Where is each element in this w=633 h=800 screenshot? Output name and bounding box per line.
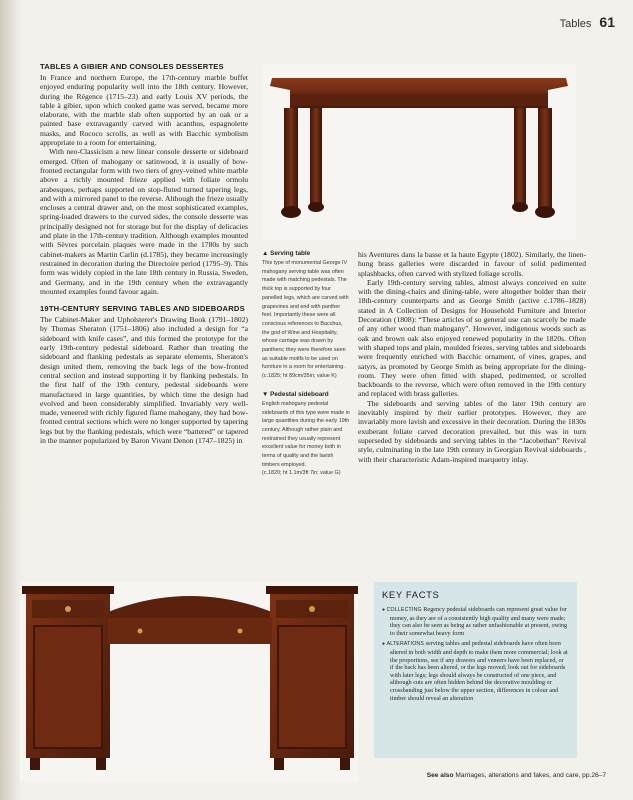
paragraph: Early 19th-century serving tables, almost always conceived en suite with the dining-chairs and dining-table, were altogether bolder than their 18th-century counterparts and as George Smith (active c.1786–1828) stated in A Collection of Designs for Household Furniture and Interior Decoration (1808): “These articles of so general use can scarcely be made of any other wood than mahogany”. However, indigenous woods such as oak and brown oak also enjoyed renewed popularity in the 1820s. Often with shaped tops and plain, moulded friezes, serving tables and sideboards were frequently enriched with Bacchic ornament, of vines, grapes, and satyrs, as promoted by George Smith as being appropriate for the dining-room. They were often fitted with shaped, pedimented, or scrolled backboards to the reverse, which were often removed in the 19th century and replaced with brass galleries.	[358, 277, 586, 399]
key-fact-text: Regency pedestal sideboards can represent great value for money, as they are of a consistently high quality and many were made; they can also be seen as being as rather unfashionable at present, owing to their somewhat heavy form	[390, 606, 568, 637]
caption-body: This type of monumental George IV mahogany serving table was often made with matching pedestals. The thick top is supported by four panelled legs, which are carved with grapevines and end with panther feet. Importantly these were all conscious references to Bacchus, the god of Wine and Hospitality, whose carriage was drawn by panthers; they were therefore seen as suitable motifs to be used on furniture in a room for entertaining.	[262, 260, 349, 371]
running-head-section: Tables	[559, 18, 592, 30]
key-fact-item	[382, 640, 569, 702]
see-also-text: Marriages, alterations and fakes, and care, pp.26–7	[455, 772, 606, 779]
paragraph: In France and northern Europe, the 17th-century marble buffet enjoyed enduring popularity well into the 18th century. However, during the Régence (1715–23) and early Louis XV periods, the table à gibier, upon which cooked game was served, became more elaborate, with the marble slab often supported by an oak or a painted base extravagantly carved with acanthus, espagnolette masks, and Rococo scrolls, as well as with Bacchic symbolism appropriate to a room for entertaining.	[40, 73, 248, 148]
paragraph: The sideboards and serving tables of the later 19th century are inevitably inspired by their earlier prototypes. However, they are invariably more lavish and excessive in their decoration. During the 1830s exuberant foliate carved decoration prevailed, but this was in turn superseded by sideboards and serving tables in the “Jacobethan” Revival style, culminating in the late 19th century in Georgian Revival sideboards , with their characteristic Adam-inspired marquetry inlay.	[358, 398, 586, 464]
see-also-note	[356, 772, 606, 779]
key-fact-text: serving tables and pedestal sideboards have often been altered in both width and depth to make them more commercial; look at the proportions, see if any drawers and veneers have been replaced, or if the back has been altered, or the legs moved; look out for sideboards with later legs; legs should always be constructed of one piece, and although cuts are often hidden behind the decorative moulding or crossbanding just below the upper section, differences in colour and timber should reveal an alteration	[390, 640, 568, 702]
section-heading-tables-a-gibier: TABLES A GIBIER AND CONSOLES DESSERTES	[40, 62, 224, 71]
caption-body: English mahogany pedestal sideboards of this type were made in large quantities during the early 19th century. Although rather plain and restrained they usually represent excellent value for money both in terms of quality and the lavish timbers employed.	[262, 400, 350, 468]
text-column-left	[40, 62, 248, 445]
key-fact-item	[382, 606, 569, 637]
bullet-icon: ●	[382, 608, 386, 613]
caption-meta: (c.1820; ht 1.1m/3ft 7in; value G)	[262, 470, 341, 477]
text-column-right	[358, 250, 586, 464]
key-fact-label: ALTERATIONS	[386, 641, 425, 648]
caption-column	[262, 250, 350, 488]
paragraph: The Cabinet-Maker and Upholsterer's Drawing Book (1791–1802) by Thomas Sheraton (1751–1806) also included a design for “a sideboard with knife cases”, and this formed the prototype for the early 19th-century pedestal sideboard. Rather than treating the sideboard and flanking pedestals as separate elements, Sheraton's design united them, removing the back legs of the bow-fronted central section and instead supporting it by flanking pedestals. In the first half of the 19th century, pedestal sideboards were manufactured in large quantities, by which time the design had evolved and been considerably simplified. Invariably very well-made, veneered with richly figured flame mahogany, they had bow-fronted central sections which were no longer supported by tapering legs but by the flanking pedestals, which were “battered” or tapered in the manner popularized by Baron Vivant Denon (1747–1825) in	[40, 315, 248, 445]
serving-table-photo	[262, 64, 576, 240]
pedestal-sideboard-photo	[20, 582, 358, 782]
page-spine-shadow	[0, 0, 22, 800]
caption-meta: (c.1825; ht 89cm/35in; value K)	[262, 373, 337, 380]
caption-title-serving-table: ▲ Serving table	[262, 250, 311, 257]
running-head	[560, 14, 615, 30]
paragraph: With neo-Classicism a new linear console desserte or sideboard emerged. Often of mahogany or satinwood, it is usually of bow-fronted rectangular form with two tiers of grey-veined white marble above a richly mounted frieze applied with foliate ormolu arabesques, perhaps supported on stop-fluted turned tapering legs, and with a mirrored panel to the reverse. Although the frieze usually encloses a central drawer and, on the most sophisticated examples, spring-loaded drawers to the curved sides, the console desserte was principally designed not for storage but for the display of delicacies and plate in the 17th-century tradition. Although examples mounted with Sèvres porcelain plaques were made in the 1780s by such cabinet-makers as Martin Carlin (d.1785), they became increasingly restrained in decoration during the Directoire period (1795–9). This form was widely copied in the late 18th century in Russia, Sweden, and Germany, and in the 19th century when the extravagantly mounted examples found favour again.	[40, 147, 248, 296]
key-facts-title: KEY FACTS	[382, 590, 440, 601]
see-also-label: See also	[426, 772, 454, 779]
section-heading-serving-tables: 19TH-CENTURY SERVING TABLES AND SIDEBOARDS	[40, 304, 245, 314]
bullet-icon: ●	[382, 642, 386, 648]
key-facts-box	[374, 582, 577, 758]
caption-title-pedestal-sideboard: ▼ Pedestal sideboard	[262, 390, 329, 398]
page-number: 61	[599, 14, 615, 30]
paragraph: his Aventures dans la basse et la haute Egypte (1802). Similarly, the linen-hung brass galleries were discarded in favour of solid pedimented splashbacks, often carved with stylized foliage scrolls.	[358, 250, 586, 278]
key-fact-label: COLLECTING	[386, 607, 422, 613]
